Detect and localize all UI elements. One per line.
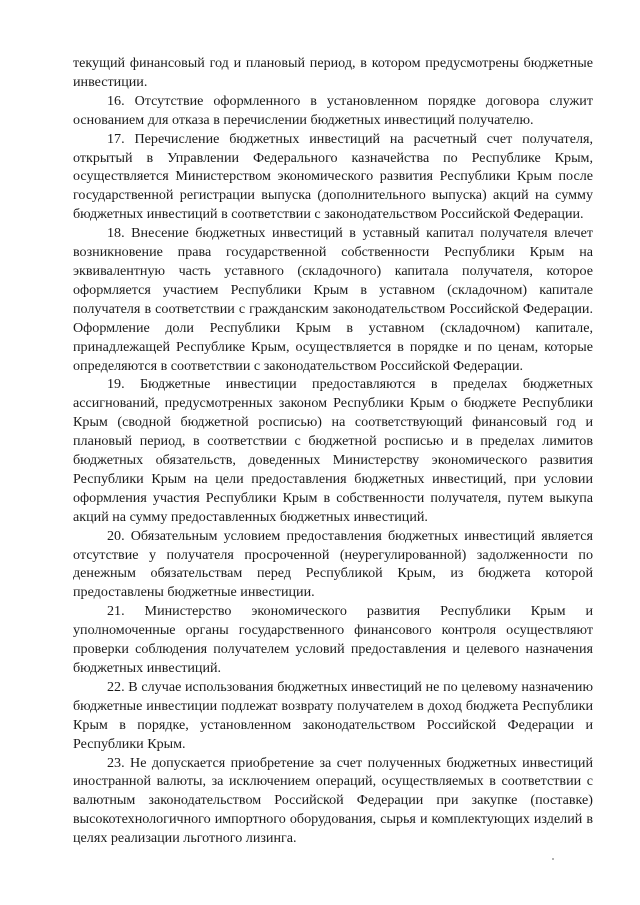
paragraph-19: 19. Бюджетные инвестиции предоставляются в пределах бюджетных ассигнований, предусмотренных законом Республики Крым о бюджете Республики Крым (сводной бюджетной росписью) на соответствующий финансовый год и плановый период, в соответствии с бюджетной росписью и в пределах лимитов бюджетных обязательств, доведенных Министерству экономического развития Республики Крым на цели предоставления бюджетных инвестиций, при условии оформления участия Республики Крым в собственности получателя, путем выкупа акций на сумму предоставленных бюджетных инвестиций. (73, 376, 593, 525)
paragraph-23: 23. Не допускается приобретение за счет полученных бюджетных инвестиций иностранной валюты, за исключением операций, осуществляемых в соответствии с валютным законодательством Российской Федерации при закупке (поставке) высокотехнологичного импортного оборудования, сырья и комплектующих изделий в целях реализации льготного лизинга. (73, 754, 593, 847)
document-page (73, 54, 593, 848)
paragraph-18: 18. Внесение бюджетных инвестиций в уставный капитал получателя влечет возникновение права государственной собственности Республики Крым на эквивалентную часть уставного (складочного) капитала получателя, которое оформляется участием Республики Крым в уставном (складочном) капитале получателя в соответствии с гражданским законодательством Российской Федерации. Оформление доли Республики Крым в уставном (складочном) капитале, принадлежащей Республике Крым, осуществляется в порядке и по ценам, которые определяются в соответствии с законодательством Российской Федерации. (73, 225, 593, 374)
paragraph-21: 21. Министерство экономического развития Республики Крым и уполномоченные органы государственного финансового контроля осуществляют проверки соблюдения получателем условий предоставления и целевого назначения бюджетных инвестиций. (73, 603, 593, 676)
paragraph-20: 20. Обязательным условием предоставления бюджетных инвестиций является отсутствие у получателя просроченной (неурегулированной) задолженности по денежным обязательствам перед Республикой Крым, из бюджета которой предоставлены бюджетные инвестиции. (73, 527, 593, 601)
paragraph-22: 22. В случае использования бюджетных инвестиций не по целевому назначению бюджетные инвестиции подлежат возврату получателем в доход бюджета Республики Крым в порядке, установленном законодательством Российской Федерации и Республики Крым. (73, 678, 593, 752)
paragraph-16: 16. Отсутствие оформленного в установленном порядке договора служит основанием для отказа в перечислении бюджетных инвестиций получателю. (73, 92, 593, 128)
scan-speck (552, 858, 554, 860)
paragraph-17: 17. Перечисление бюджетных инвестиций на расчетный счет получателя, открытый в Управлении Федерального казначейства по Республике Крым, осуществляется Министерством экономического развития Республики Крым после государственной регистрации выпуска (дополнительного выпуска) акций на сумму бюджетных инвестиций в соответствии с законодательством Российской Федерации. (73, 130, 593, 223)
paragraph-continuation: текущий финансовый год и плановый период, в котором предусмотрены бюджетные инвестиции. (73, 55, 593, 90)
